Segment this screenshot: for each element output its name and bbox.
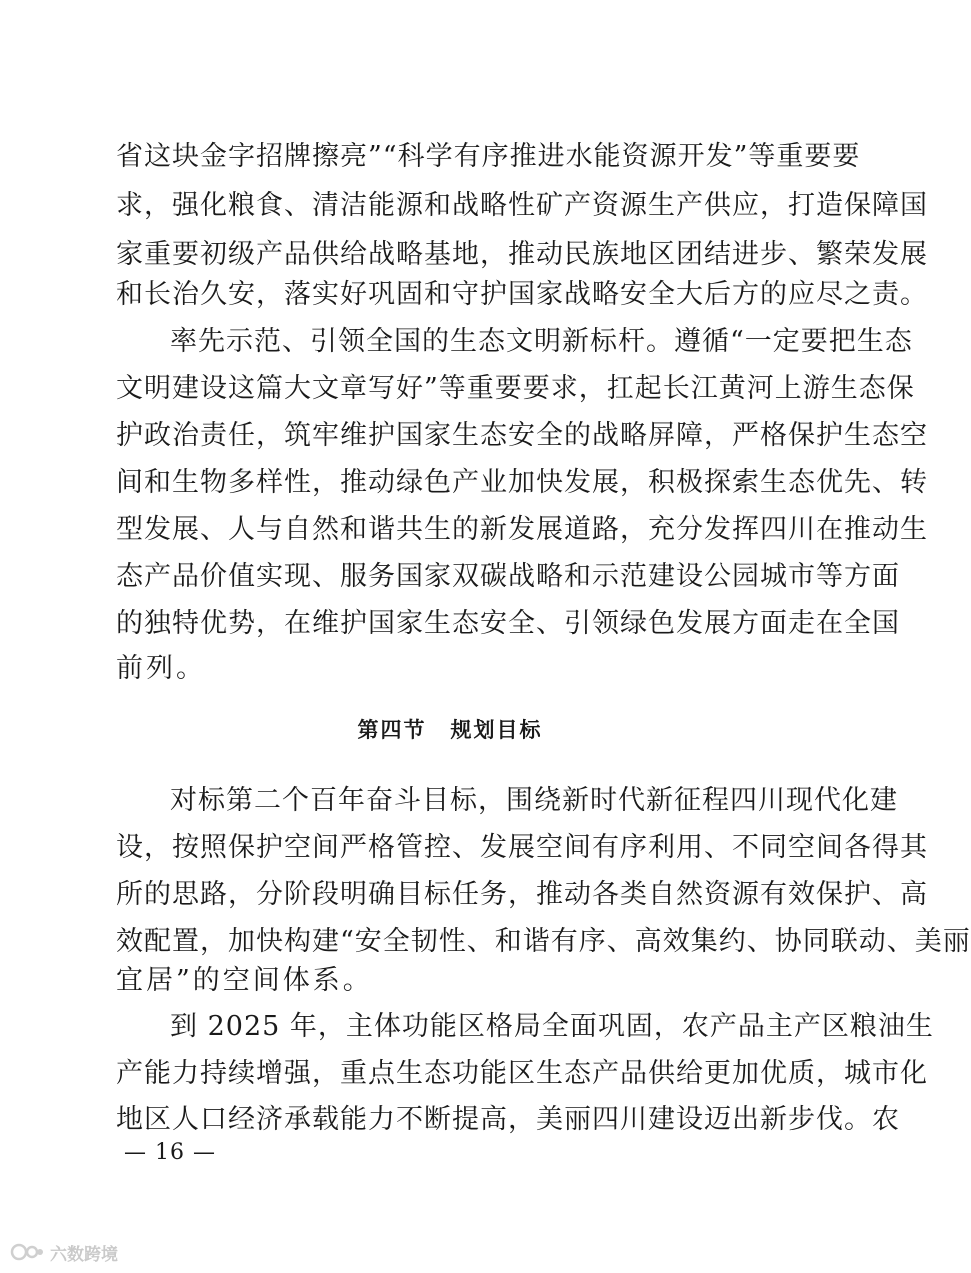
text-line: 地区人口经济承载能力不断提高，美丽四川建设迈出新步伐。农: [116, 1104, 900, 1135]
text-line: 和长治久安，落实好巩固和守护国家战略安全大后方的应尽之责。: [116, 279, 928, 310]
section-heading: [0, 715, 900, 745]
text-line: 到 2025 年，主体功能区格局全面巩固，农产品主产区粮油生: [170, 1011, 934, 1042]
text-line: 省这块金字招牌擦亮”“科学有序推进水能资源开发”等重要要: [116, 141, 861, 172]
text-line: 率先示范、引领全国的生态文明新标杆。遵循“一定要把生态: [170, 326, 913, 357]
text-line: 型发展、人与自然和谐共生的新发展道路，充分发挥四川在推动生: [116, 514, 928, 545]
watermark-logo-icon: [10, 1242, 44, 1262]
watermark: [10, 1240, 118, 1264]
page-number: — 16 —: [124, 1140, 216, 1165]
text-line: 态产品价值实现、服务国家双碳战略和示范建设公园城市等方面: [116, 561, 900, 592]
text-line: 求，强化粮食、清洁能源和战略性矿产资源生产供应，打造保障国: [116, 190, 928, 221]
text-line: 效配置，加快构建“安全韧性、和谐有序、高效集约、协同联动、美丽: [116, 926, 971, 957]
text-line: 的独特优势，在维护国家生态安全、引领绿色发展方面走在全国: [116, 608, 900, 639]
section-number: 第四节: [357, 717, 427, 742]
text-line: 家重要初级产品供给战略基地，推动民族地区团结进步、繁荣发展: [116, 239, 928, 270]
watermark-text: 六数跨境: [50, 1244, 118, 1265]
text-line: 所的思路，分阶段明确目标任务，推动各类自然资源有效保护、高: [116, 879, 928, 910]
text-line: 间和生物多样性，推动绿色产业加快发展，积极探索生态优先、转: [116, 467, 928, 498]
text-line: 对标第二个百年奋斗目标，围绕新时代新征程四川现代化建: [170, 785, 898, 816]
text-line: 护政治责任，筑牢维护国家生态安全的战略屏障，严格保护生态空: [116, 420, 928, 451]
text-line: 设，按照保护空间严格管控、发展空间有序利用、不同空间各得其: [116, 832, 928, 863]
section-title: 规划目标: [450, 717, 543, 742]
text-line: 宜居”的空间体系。: [116, 965, 373, 996]
text-line: 文明建设这篇大文章写好”等重要要求，扛起长江黄河上游生态保: [116, 373, 915, 404]
text-line: 前列。: [116, 653, 206, 684]
text-line: 产能力持续增强，重点生态功能区生态产品供给更加优质，城市化: [116, 1058, 928, 1089]
